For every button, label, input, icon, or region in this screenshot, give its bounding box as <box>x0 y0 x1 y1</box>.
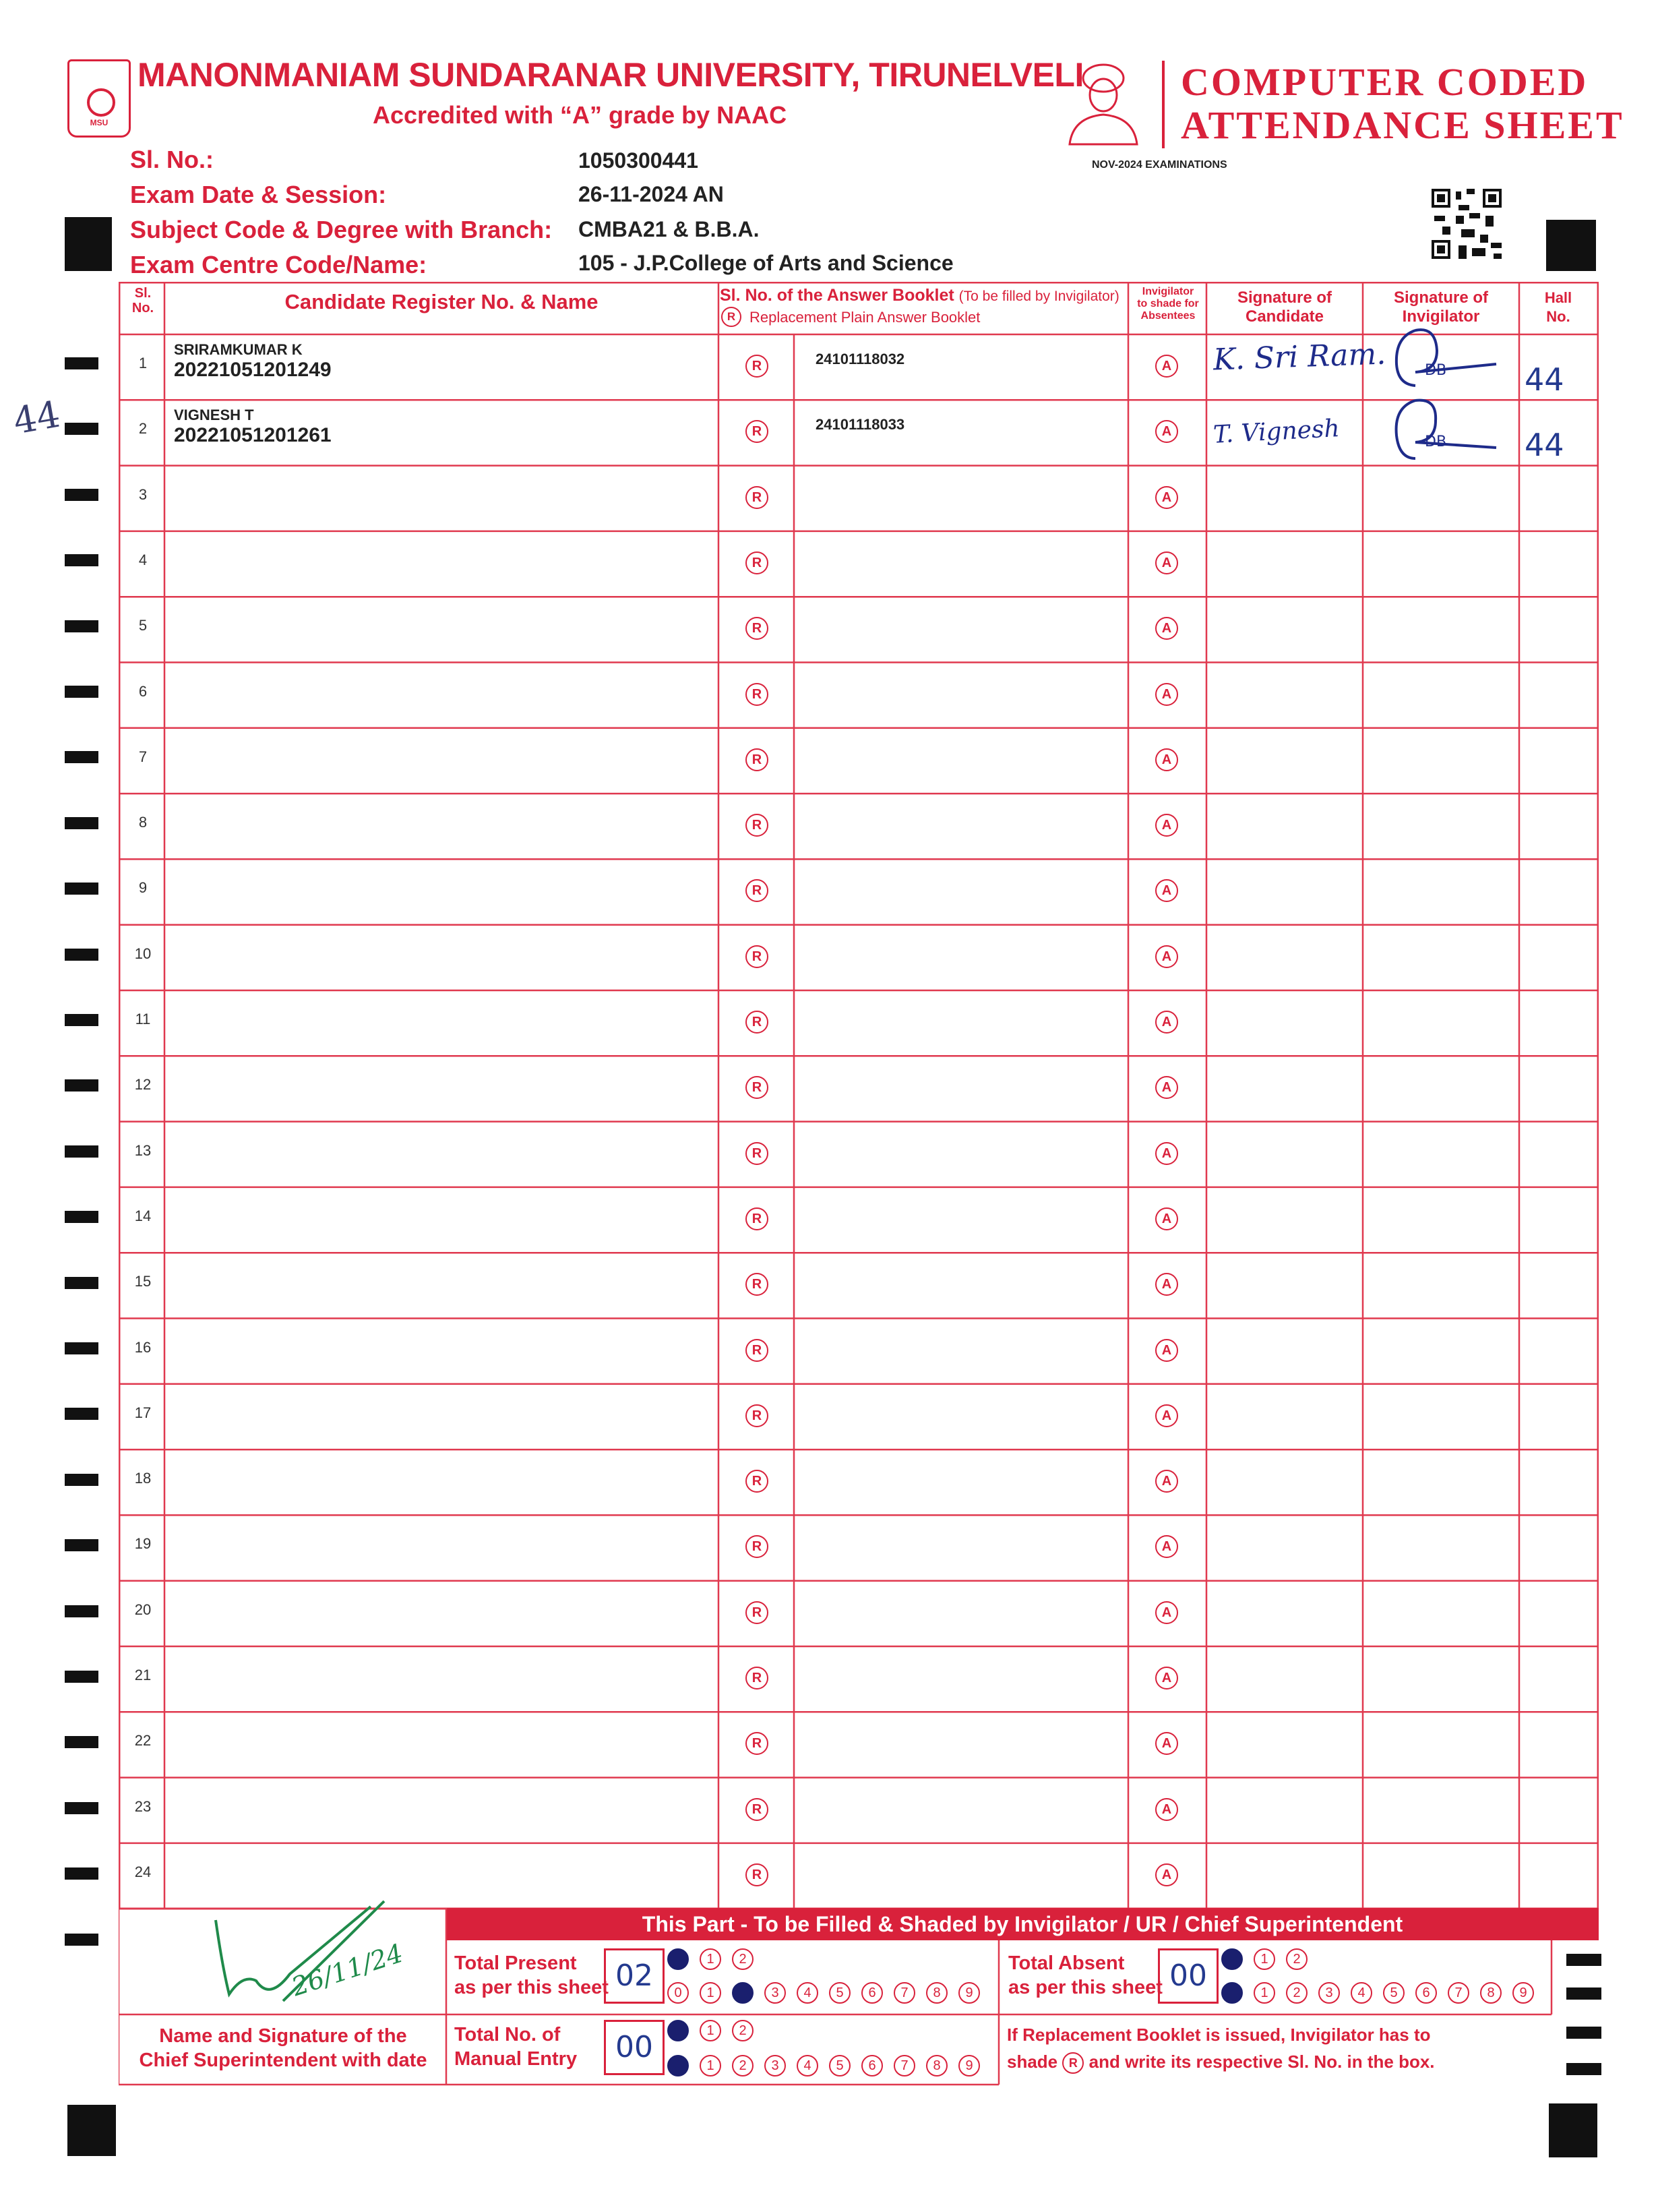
absentee-bubble[interactable]: A <box>1155 1798 1178 1821</box>
total-absent-box[interactable]: 00 <box>1158 1948 1219 2004</box>
digit-bubble[interactable]: 2 <box>732 2055 754 2076</box>
absentee-bubble[interactable]: A <box>1155 814 1178 837</box>
absentee-bubble[interactable]: A <box>1155 1207 1178 1230</box>
digit-bubble[interactable] <box>1221 1948 1243 1970</box>
replacement-bubble[interactable]: R <box>745 1076 768 1099</box>
timing-mark-left <box>65 1605 98 1617</box>
header-absentees-line-1: Invigilator <box>1142 286 1194 297</box>
replacement-bubble[interactable]: R <box>745 1601 768 1624</box>
digit-bubble[interactable]: 7 <box>894 1982 915 2004</box>
candidate-signature-2: T. Vignesh <box>1212 415 1341 449</box>
digit-bubble[interactable]: 3 <box>1318 1982 1340 2004</box>
digit-bubble[interactable]: 1 <box>700 2020 721 2041</box>
header-booklet-sub: Replacement Plain Answer Booklet <box>749 309 981 326</box>
digit-bubble[interactable]: 2 <box>1286 1948 1308 1970</box>
row-sl-number: 17 <box>134 1404 152 1421</box>
timing-mark-left <box>65 1867 98 1880</box>
digit-bubble[interactable]: 2 <box>1286 1982 1308 2004</box>
candidate-signature-1: K. Sri Ram. <box>1212 336 1386 378</box>
manual-entry-label <box>454 2023 577 2071</box>
replacement-bubble[interactable]: R <box>745 814 768 837</box>
chief-superintendent-label <box>128 2024 438 2072</box>
digit-bubble[interactable]: 5 <box>829 1982 851 2004</box>
header-candidate: Candidate Register No. & Name <box>284 290 598 313</box>
registration-mark-bottom-left <box>67 2105 116 2156</box>
digit-bubble[interactable]: 6 <box>861 1982 883 2004</box>
row-sl-number: 23 <box>134 1797 152 1815</box>
sheet-title-line-1: COMPUTER CODED <box>1181 60 1589 104</box>
absentee-bubble[interactable]: A <box>1155 1273 1178 1296</box>
row-sl-number: 4 <box>138 551 148 568</box>
absentee-bubble[interactable]: A <box>1155 617 1178 640</box>
sheet-title-line-2: ATTENDANCE SHEET <box>1181 103 1624 147</box>
exam-date-label: Exam Date & Session: <box>130 181 387 208</box>
digit-bubble[interactable]: 8 <box>1480 1982 1502 2004</box>
attendance-table-grid <box>119 282 1599 1911</box>
header-absentees <box>1130 286 1206 322</box>
replacement-bubble[interactable]: R <box>745 1273 768 1296</box>
invigilator-signature-1 <box>1388 324 1503 398</box>
registration-mark-top-right <box>1546 220 1596 271</box>
centre-value: 105 - J.P.College of Arts and Science <box>578 251 954 275</box>
absentee-bubble[interactable]: A <box>1155 879 1178 902</box>
university-name: MANONMANIAM SUNDARANAR UNIVERSITY, TIRUNELVELI <box>137 56 1084 94</box>
timing-mark-left <box>65 1671 98 1683</box>
header-booklet-main: Sl. No. of the Answer Booklet <box>720 286 954 305</box>
row-sl-number: 15 <box>134 1273 152 1290</box>
row-sl-number: 20 <box>134 1601 152 1618</box>
chief-signature-date: 26/11/24 <box>288 1938 407 2002</box>
absentee-bubble[interactable]: A <box>1155 551 1178 574</box>
replacement-note <box>1007 2021 1435 2075</box>
replacement-bubble[interactable]: R <box>745 1470 768 1493</box>
header-hall-line-1: Hall <box>1544 289 1572 306</box>
centre-label: Exam Centre Code/Name: <box>130 251 427 278</box>
header-sig-cand-line-2: Candidate <box>1245 307 1324 326</box>
row-sl-number: 11 <box>135 1011 151 1027</box>
timing-mark-left <box>65 1014 98 1026</box>
chief-label-line-2: Chief Superintendent with date <box>139 2050 427 2071</box>
timing-mark-left <box>65 1802 98 1814</box>
digit-bubble[interactable] <box>667 1948 689 1970</box>
digit-bubble[interactable] <box>732 1982 754 2004</box>
candidate-name: VIGNESH T <box>174 407 254 424</box>
row-sl-number: 10 <box>134 945 152 962</box>
r-symbol: R <box>721 307 741 327</box>
candidate-register-no: 20221051201249 <box>174 359 332 381</box>
row-sl-number: 1 <box>138 355 148 371</box>
timing-mark-left <box>65 1934 98 1946</box>
digit-bubble[interactable]: 3 <box>764 1982 786 2004</box>
chief-label-line-1: Name and Signature of the <box>159 2025 407 2047</box>
digit-bubble[interactable]: 0 <box>667 1982 689 2004</box>
absentee-bubble[interactable]: A <box>1155 1339 1178 1362</box>
subject-value: CMBA21 & B.B.A. <box>578 217 760 241</box>
replacement-r-icon: R <box>1062 2052 1084 2074</box>
digit-bubble[interactable]: 1 <box>1254 1982 1275 2004</box>
digit-bubble[interactable]: 1 <box>700 2055 721 2076</box>
founder-portrait-icon <box>1063 58 1144 146</box>
absentee-bubble[interactable]: A <box>1155 1076 1178 1099</box>
university-logo <box>67 59 131 138</box>
timing-mark-left <box>65 1079 98 1092</box>
row-sl-number: 13 <box>134 1141 152 1159</box>
replacement-note-end: and write its respective Sl. No. in the box. <box>1088 2052 1435 2072</box>
digit-bubble[interactable] <box>667 2055 689 2076</box>
row-sl-number: 5 <box>138 617 148 634</box>
registration-mark-bottom-right <box>1549 2103 1597 2157</box>
digit-bubble[interactable]: 1 <box>700 1982 721 2004</box>
hall-number: 44 <box>1525 427 1564 464</box>
header-sig-inv-line-2: Invigilator <box>1402 307 1480 326</box>
timing-mark-left <box>65 1211 98 1223</box>
header-hall-no <box>1521 289 1596 326</box>
absentee-bubble[interactable]: A <box>1155 1535 1178 1558</box>
replacement-bubble[interactable]: R <box>745 486 768 509</box>
timing-mark-left <box>65 357 98 369</box>
sheet-title <box>1181 61 1624 147</box>
replacement-bubble[interactable]: R <box>745 1732 768 1755</box>
digit-bubble[interactable]: 1 <box>1254 1948 1275 1970</box>
header-signature-invigilator <box>1364 289 1518 326</box>
total-present-line-2: as per this sheet <box>454 1977 609 1998</box>
digit-bubble[interactable]: 7 <box>894 2055 915 2076</box>
total-absent-line-2: as per this sheet <box>1008 1977 1163 1998</box>
total-present-label <box>454 1951 609 2000</box>
digit-bubble[interactable]: 4 <box>797 1982 818 2004</box>
timing-mark-left <box>65 1342 98 1354</box>
digit-bubble[interactable]: 1 <box>700 1948 721 1970</box>
manual-entry-box[interactable]: 00 <box>604 2020 665 2075</box>
absentee-bubble[interactable]: A <box>1155 945 1178 968</box>
timing-mark-left <box>65 1277 98 1289</box>
replacement-bubble[interactable]: R <box>745 1667 768 1690</box>
digit-bubble[interactable]: 4 <box>1351 1982 1372 2004</box>
absentee-bubble[interactable]: A <box>1155 1011 1178 1034</box>
replacement-bubble[interactable]: R <box>745 879 768 902</box>
sl-no-label: Sl. No.: <box>130 146 214 173</box>
exam-date-value: 26-11-2024 AN <box>578 182 724 206</box>
header-booklet-note: (To be filled by Invigilator) <box>958 289 1119 304</box>
replacement-note-line-2 <box>1007 2048 1435 2075</box>
absentee-bubble[interactable]: A <box>1155 486 1178 509</box>
margin-note: 44 <box>10 392 63 443</box>
timing-mark-left <box>65 1474 98 1486</box>
row-sl-number: 21 <box>134 1667 152 1683</box>
absentee-bubble[interactable]: A <box>1155 683 1178 706</box>
timing-mark-left <box>65 686 98 698</box>
replacement-bubble[interactable]: R <box>745 1339 768 1362</box>
timing-mark-left <box>65 1408 98 1420</box>
digit-bubble[interactable]: 9 <box>958 1982 980 2004</box>
total-present-box[interactable]: 02 <box>604 1948 665 2004</box>
replacement-bubble[interactable]: R <box>745 617 768 640</box>
answer-booklet-no: 24101118032 <box>816 351 905 367</box>
header-absentees-line-2: to shade for <box>1137 298 1199 309</box>
svg-text:DB: DB <box>1425 362 1447 379</box>
digit-bubble[interactable] <box>1221 1982 1243 2004</box>
replacement-bubble[interactable]: R <box>745 1798 768 1821</box>
digit-bubble[interactable]: 3 <box>764 2055 786 2076</box>
header-sig-inv-line-1: Signature of <box>1393 289 1488 307</box>
header-sl-no <box>123 286 163 316</box>
timing-mark-left <box>65 554 98 566</box>
digit-bubble[interactable]: 8 <box>926 2055 948 2076</box>
candidate-register-no: 20221051201261 <box>174 424 332 447</box>
digit-bubble[interactable]: 6 <box>861 2055 883 2076</box>
invigilator-signature-2 <box>1388 394 1503 468</box>
replacement-bubble[interactable]: R <box>745 945 768 968</box>
accreditation-text: Accredited with “A” grade by NAAC <box>373 101 787 129</box>
sl-no-value: 1050300441 <box>578 148 698 173</box>
registration-mark-top-left <box>65 217 112 271</box>
footer-band: This Part - To be Filled & Shaded by Invigilator / UR / Chief Superintendent <box>446 1908 1599 1940</box>
digit-bubble[interactable]: 9 <box>1512 1982 1534 2004</box>
absentee-bubble[interactable]: A <box>1155 1667 1178 1690</box>
total-absent-label <box>1008 1951 1163 2000</box>
timing-mark-left <box>65 423 98 435</box>
total-present-line-1: Total Present <box>454 1952 577 1974</box>
replacement-note-line-1: If Replacement Booklet is issued, Invigilator has to <box>1007 2025 1431 2045</box>
total-absent-line-1: Total Absent <box>1008 1952 1125 1974</box>
header-hall-line-2: No. <box>1546 308 1570 325</box>
header-sl-line-1: Sl. <box>134 286 152 301</box>
replacement-r-header-icon <box>721 307 741 327</box>
timing-mark-left <box>65 817 98 829</box>
row-sl-number: 22 <box>134 1732 152 1750</box>
qr-code-icon <box>1432 189 1502 259</box>
replacement-bubble[interactable]: R <box>745 1207 768 1230</box>
digit-bubble[interactable]: 6 <box>1415 1982 1437 2004</box>
row-sl-number: 16 <box>134 1338 152 1356</box>
logo-caption: MSU <box>90 118 109 127</box>
digit-bubble[interactable]: 8 <box>926 1982 948 2004</box>
exam-session: NOV-2024 EXAMINATIONS <box>1092 159 1227 171</box>
timing-mark-left <box>65 1736 98 1748</box>
timing-mark-left <box>65 751 98 763</box>
row-sl-number: 19 <box>134 1535 152 1553</box>
timing-mark-left <box>65 949 98 961</box>
replacement-bubble[interactable]: R <box>745 551 768 574</box>
absentee-bubble[interactable]: A <box>1155 355 1178 378</box>
digit-bubble[interactable]: 5 <box>829 2055 851 2076</box>
row-sl-number: 14 <box>134 1207 152 1224</box>
timing-mark-left <box>65 1539 98 1551</box>
absentee-bubble[interactable]: A <box>1155 1470 1178 1493</box>
absentee-bubble[interactable]: A <box>1155 1142 1178 1165</box>
replacement-bubble[interactable]: R <box>745 683 768 706</box>
replacement-bubble[interactable]: R <box>745 1535 768 1558</box>
absentee-bubble[interactable]: A <box>1155 1601 1178 1624</box>
digit-bubble[interactable]: 2 <box>732 1948 754 1970</box>
timing-mark-left <box>65 883 98 895</box>
absentee-bubble[interactable]: A <box>1155 1404 1178 1427</box>
svg-text:DB: DB <box>1425 434 1447 450</box>
digit-bubble[interactable]: 9 <box>958 2055 980 2076</box>
digit-bubble[interactable]: 4 <box>797 2055 818 2076</box>
replacement-bubble[interactable]: R <box>745 1011 768 1034</box>
logo-emblem-icon <box>87 88 115 117</box>
manual-entry-line-2: Manual Entry <box>454 2048 578 2070</box>
digit-bubble[interactable]: 5 <box>1383 1982 1405 2004</box>
digit-bubble[interactable]: 2 <box>732 2020 754 2041</box>
replacement-bubble[interactable]: R <box>745 420 768 443</box>
subject-label: Subject Code & Degree with Branch: <box>130 216 553 243</box>
replacement-bubble[interactable]: R <box>745 355 768 378</box>
header-sl-line-2: No. <box>131 301 154 316</box>
timing-mark-left <box>65 620 98 632</box>
row-sl-number: 9 <box>138 879 148 897</box>
row-sl-number: 8 <box>138 814 148 831</box>
replacement-bubble[interactable]: R <box>745 1404 768 1427</box>
replacement-note-shade: shade <box>1007 2052 1058 2072</box>
timing-mark-left <box>65 1145 98 1158</box>
replacement-bubble[interactable]: R <box>745 1142 768 1165</box>
header-divider <box>1162 61 1165 148</box>
replacement-bubble[interactable]: R <box>745 1863 768 1886</box>
row-sl-number: 12 <box>134 1076 152 1094</box>
manual-entry-line-1: Total No. of <box>454 2024 561 2045</box>
header-booklet <box>720 286 1128 305</box>
answer-booklet-no: 24101118033 <box>816 416 905 434</box>
header-absentees-line-3: Absentees <box>1140 310 1196 322</box>
row-sl-number: 2 <box>138 420 148 438</box>
candidate-name: SRIRAMKUMAR K <box>174 341 303 358</box>
absentee-bubble[interactable]: A <box>1155 748 1178 771</box>
digit-bubble[interactable] <box>667 2020 689 2041</box>
absentee-bubble[interactable]: A <box>1155 420 1178 443</box>
absentee-bubble[interactable]: A <box>1155 1863 1178 1886</box>
row-sl-number: 7 <box>138 748 148 765</box>
row-sl-number: 24 <box>134 1863 152 1880</box>
digit-bubble[interactable]: 7 <box>1448 1982 1469 2004</box>
replacement-bubble[interactable]: R <box>745 748 768 771</box>
row-sl-number: 6 <box>138 682 148 700</box>
row-sl-number: 18 <box>134 1470 152 1487</box>
header-signature-candidate <box>1208 289 1361 326</box>
row-sl-number: 3 <box>138 485 148 503</box>
header-sig-cand-line-1: Signature of <box>1237 289 1332 307</box>
timing-mark-left <box>65 489 98 501</box>
absentee-bubble[interactable]: A <box>1155 1732 1178 1755</box>
hall-number: 44 <box>1525 361 1564 398</box>
